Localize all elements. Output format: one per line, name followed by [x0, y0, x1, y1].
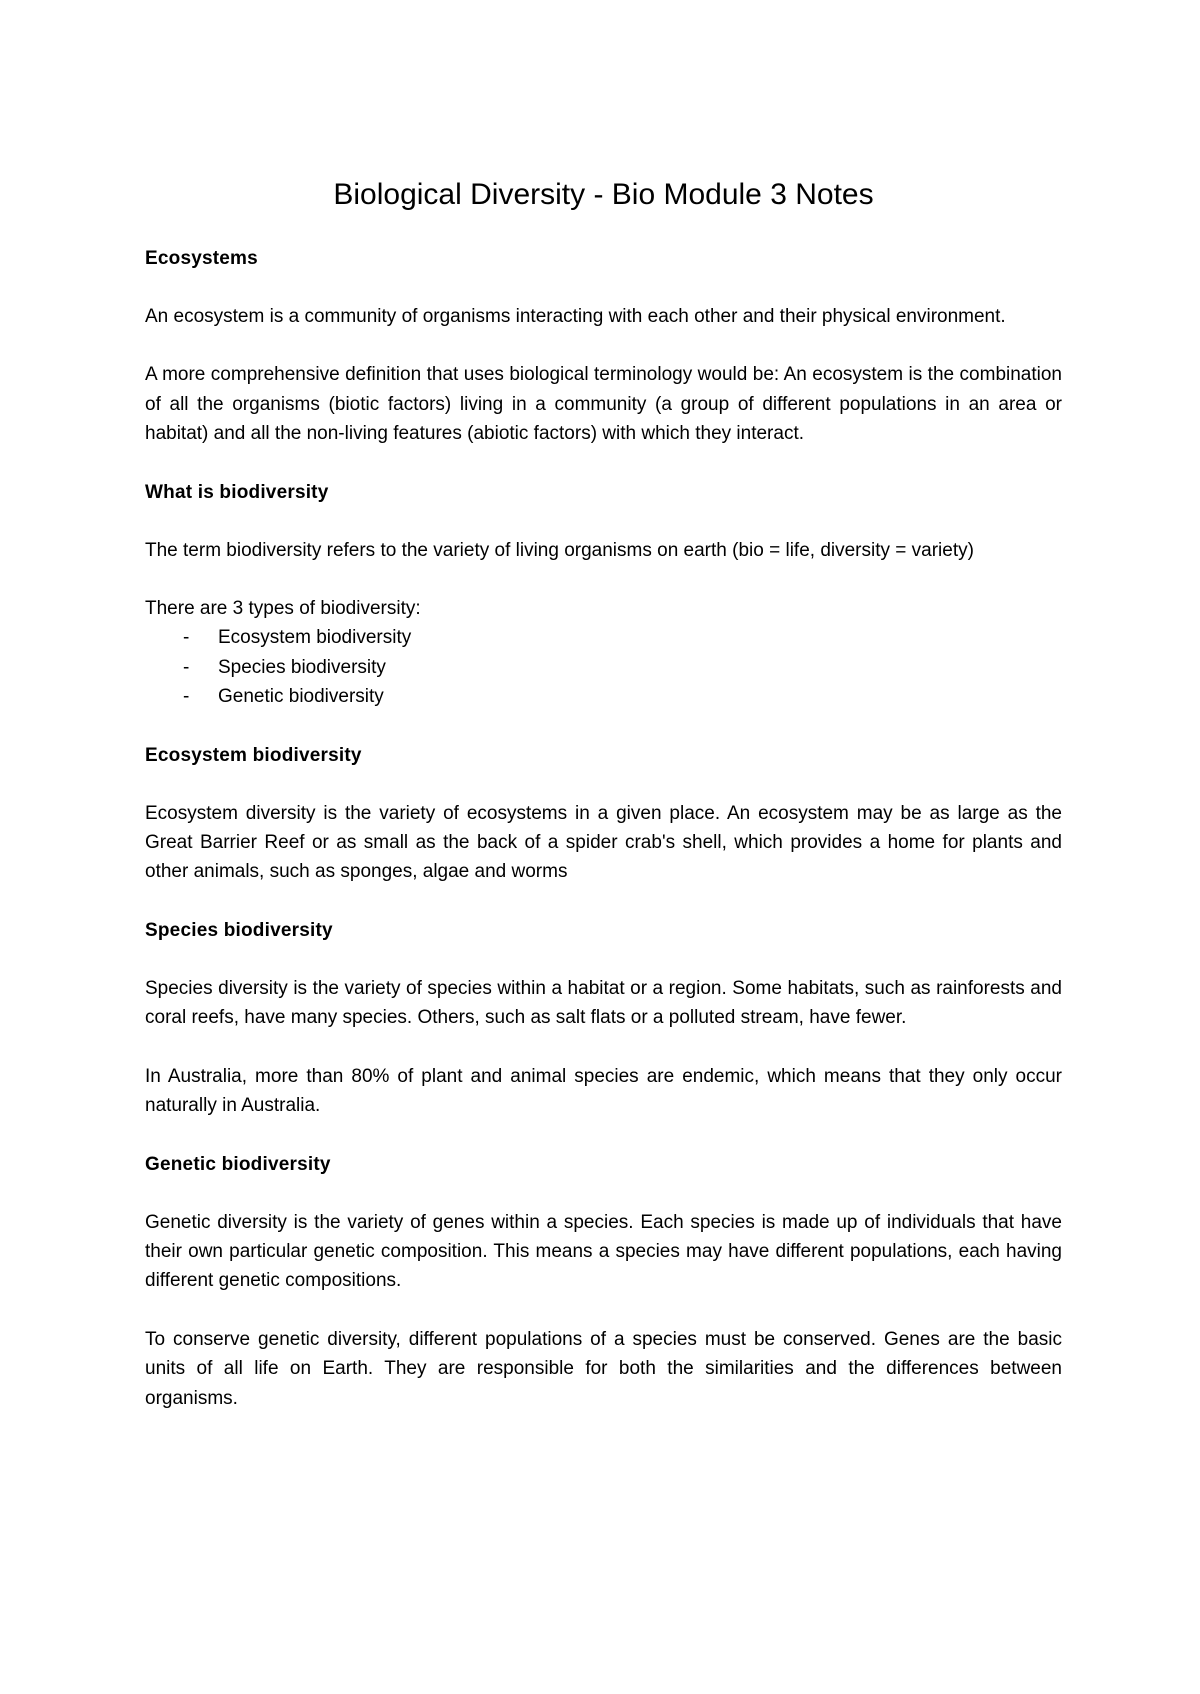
list-item-text: Species biodiversity	[218, 656, 386, 678]
list-item	[145, 653, 1062, 682]
list-item	[145, 623, 1062, 652]
section-heading: Genetic biodiversity	[145, 1153, 331, 1175]
list-marker: -	[183, 686, 190, 708]
paragraph: An ecosystem is a community of organisms interacting with each other and their physical environment.	[145, 306, 1006, 327]
paragraph: In Australia, more than 80% of plant and animal species are endemic, which means that they only occur naturally in Australia.	[145, 1065, 1062, 1117]
paragraph: Ecosystem diversity is the variety of ecosystems in a given place. An ecosystem may be as large as the Great Barrier Reef or as small as the back of a spider crab's shell, which provides a home for plants and other animals, such as sponges, algae and worms	[145, 802, 1062, 883]
paragraph: To conserve genetic diversity, different populations of a species must be conserved. Genes are the basic units of all life on Earth. They are responsible for both the similarities and the differences between organisms.	[145, 1328, 1062, 1409]
list-marker: -	[183, 656, 190, 678]
list-item-text: Ecosystem biodiversity	[218, 627, 412, 649]
section-heading: Ecosystems	[145, 248, 258, 269]
section-heading: Species biodiversity	[145, 919, 333, 941]
paragraph: A more comprehensive definition that uses biological terminology would be: An ecosystem is the combination of all the organisms (biotic factors) living in a community (a group of different populations in an area or habitat) and all the non-living features (abiotic factors) with which they interact.	[145, 364, 1062, 445]
list-item	[145, 682, 1062, 711]
biodiversity-types-list	[145, 623, 1062, 711]
list-marker: -	[183, 627, 190, 649]
list-item-text: Genetic biodiversity	[218, 686, 384, 708]
paragraph: The term biodiversity refers to the variety of living organisms on earth (bio = life, diversity = variety)	[145, 539, 974, 561]
section-genetic-biodiversity	[145, 1150, 1062, 1413]
section-heading: What is biodiversity	[145, 481, 329, 503]
document-title: Biological Diversity - Bio Module 3 Notes	[333, 178, 874, 211]
section-species-biodiversity	[145, 916, 1062, 1121]
paragraph: There are 3 types of biodiversity:	[145, 598, 421, 620]
section-ecosystems	[145, 244, 1062, 449]
paragraph: Species diversity is the variety of species within a habitat or a region. Some habitats, such as rainforests and coral reefs, have many species. Others, such as salt flats or a polluted stream, have fewer.	[145, 977, 1062, 1029]
paragraph: Genetic diversity is the variety of genes within a species. Each species is made up of individuals that have their own particular genetic composition. This means a species may have different populations, each having different genetic compositions.	[145, 1211, 1062, 1292]
section-what-is-biodiversity	[145, 478, 1062, 712]
section-heading: Ecosystem biodiversity	[145, 744, 362, 766]
section-ecosystem-biodiversity	[145, 741, 1062, 887]
